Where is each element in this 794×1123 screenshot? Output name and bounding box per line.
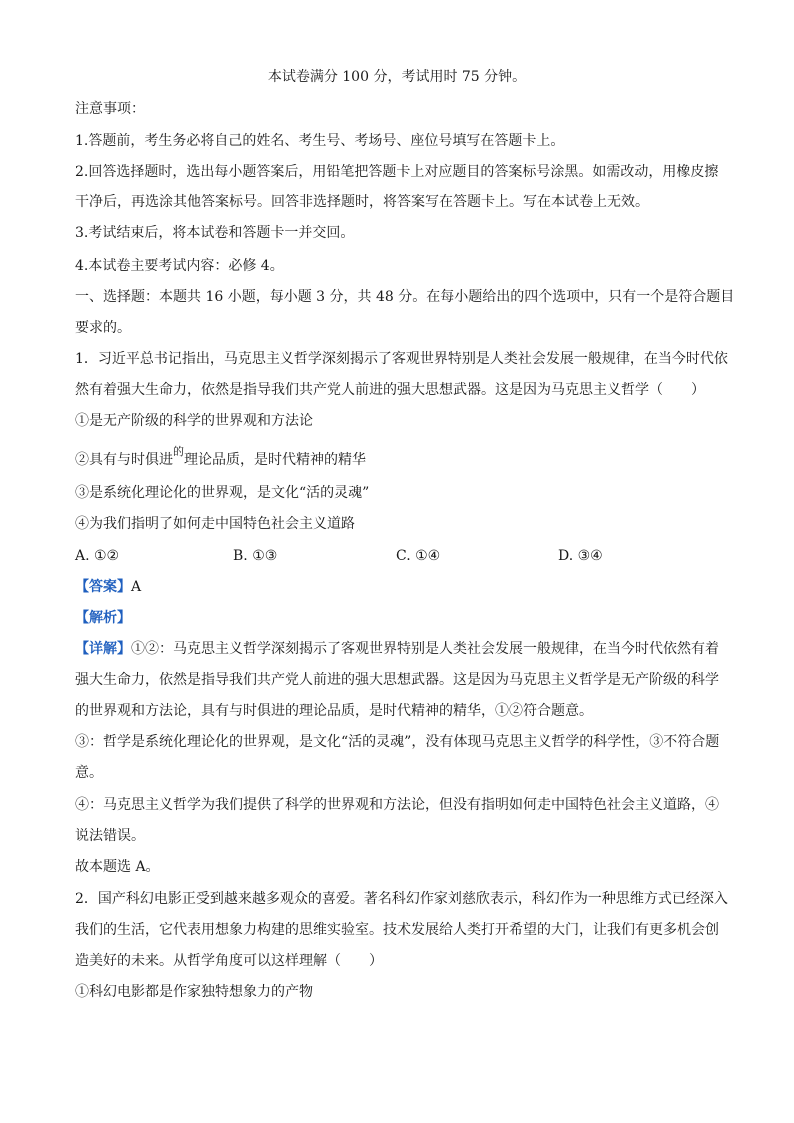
q1-analysis-heading: [75, 608, 131, 628]
notice-item-2-cont: 干净后，再选涂其他答案标号。回答非选择题时，将答案写在答题卡上。写在本试卷上无效。: [75, 194, 649, 210]
q2-stem-line-2: 我们的生活，它代表用想象力构建的思维实验室。技术发展给人类打开希望的大门，让我们有更多机会创: [75, 922, 719, 938]
exam-header: 本试卷满分 100 分，考试用时 75 分钟。: [267, 69, 527, 85]
q1-option-c: C. ①④: [396, 548, 441, 564]
section-heading: 一、选择题：本题共 16 小题，每小题 3 分，共 48 分。在每小题给出的四个选项中，只有一个是符合题目: [75, 289, 735, 305]
q1-statement-4: ④为我们指明了如何走中国特色社会主义道路: [75, 516, 355, 532]
q1-statement-2-part-a: ②具有与时俱进: [75, 452, 173, 468]
analysis-tag: 【解析】: [75, 610, 131, 626]
q2-statement-1: ①科幻电影都是作家独特想象力的产物: [75, 984, 313, 1000]
section-heading-cont: 要求的。: [75, 320, 131, 336]
q1-statement-1: ①是无产阶级的科学的世界观和方法论: [75, 413, 313, 429]
notice-item-3: 3.考试结束后，将本试卷和答题卡一并交回。: [75, 225, 355, 241]
detail-tag: 【详解】: [75, 641, 131, 657]
q1-stem-line-2: 然有着强大生命力，依然是指导我们共产党人前进的强大思想武器。这是因为马克思主义哲学（ ）: [75, 382, 705, 398]
q1-detail-line-5: 意。: [75, 765, 103, 781]
notice-item-4: 4.本试卷主要考试内容：必修 4。: [75, 258, 284, 274]
q2-stem-line-3: 造美好的未来。从哲学角度可以这样理解（ ）: [75, 953, 383, 969]
detail-text: ①②：马克思主义哲学深刻揭示了客观世界特别是人类社会发展一般规律，在当今时代依然有着: [131, 641, 719, 657]
q1-detail-line-4: ③：哲学是系统化理论化的世界观，是文化“活的灵魂”，没有体现马克思主义哲学的科学性，③不符合题: [75, 734, 720, 750]
q1-detail-line-1: [75, 639, 719, 659]
q1-detail-line-2: 强大生命力，依然是指导我们共产党人前进的强大思想武器。这是因为马克思主义哲学是无产阶级的科学: [75, 672, 719, 688]
q1-option-a: A. ①②: [75, 548, 120, 564]
q1-option-d: D. ③④: [558, 548, 603, 564]
q1-conclusion: 故本题选 A。: [75, 859, 160, 875]
q1-answer: [75, 577, 141, 597]
answer-value: A: [131, 579, 142, 595]
notice-item-2: 2.回答选择题时，选出每小题答案后，用铅笔把答题卡上对应题目的答案标号涂黑。如需改动，用橡皮擦: [75, 164, 719, 180]
answer-tag: 【答案】: [75, 579, 131, 595]
q1-stem-line-1: 1．习近平总书记指出，马克思主义哲学深刻揭示了客观世界特别是人类社会发展一般规律，在当今时代依: [75, 351, 728, 367]
q1-option-b: B. ①③: [233, 548, 278, 564]
q2-stem-line-1: 2．国产科幻电影正受到越来越多观众的喜爱。著名科幻作家刘慈欣表示，科幻作为一种思维方式已经深入: [75, 891, 728, 907]
q1-detail-line-6: ④：马克思主义哲学为我们提供了科学的世界观和方法论，但没有指明如何走中国特色社会主义道路，④: [75, 797, 719, 813]
q1-statement-2-part-b: 理论品质，是时代精神的精华: [184, 452, 366, 468]
notice-title: 注意事项：: [75, 101, 145, 117]
q1-statement-3: ③是系统化理论化的世界观，是文化“活的灵魂”: [75, 485, 370, 501]
q1-detail-line-3: 的世界观和方法论，具有与时俱进的理论品质，是时代精神的精华，①②符合题意。: [75, 703, 593, 719]
q1-detail-line-7: 说法错误。: [75, 828, 145, 844]
q1-statement-2: [75, 445, 366, 471]
notice-item-1: 1.答题前，考生务必将自己的姓名、考生号、考场号、座位号填写在答题卡上。: [75, 133, 565, 149]
q1-statement-2-sup: 的: [173, 445, 184, 458]
